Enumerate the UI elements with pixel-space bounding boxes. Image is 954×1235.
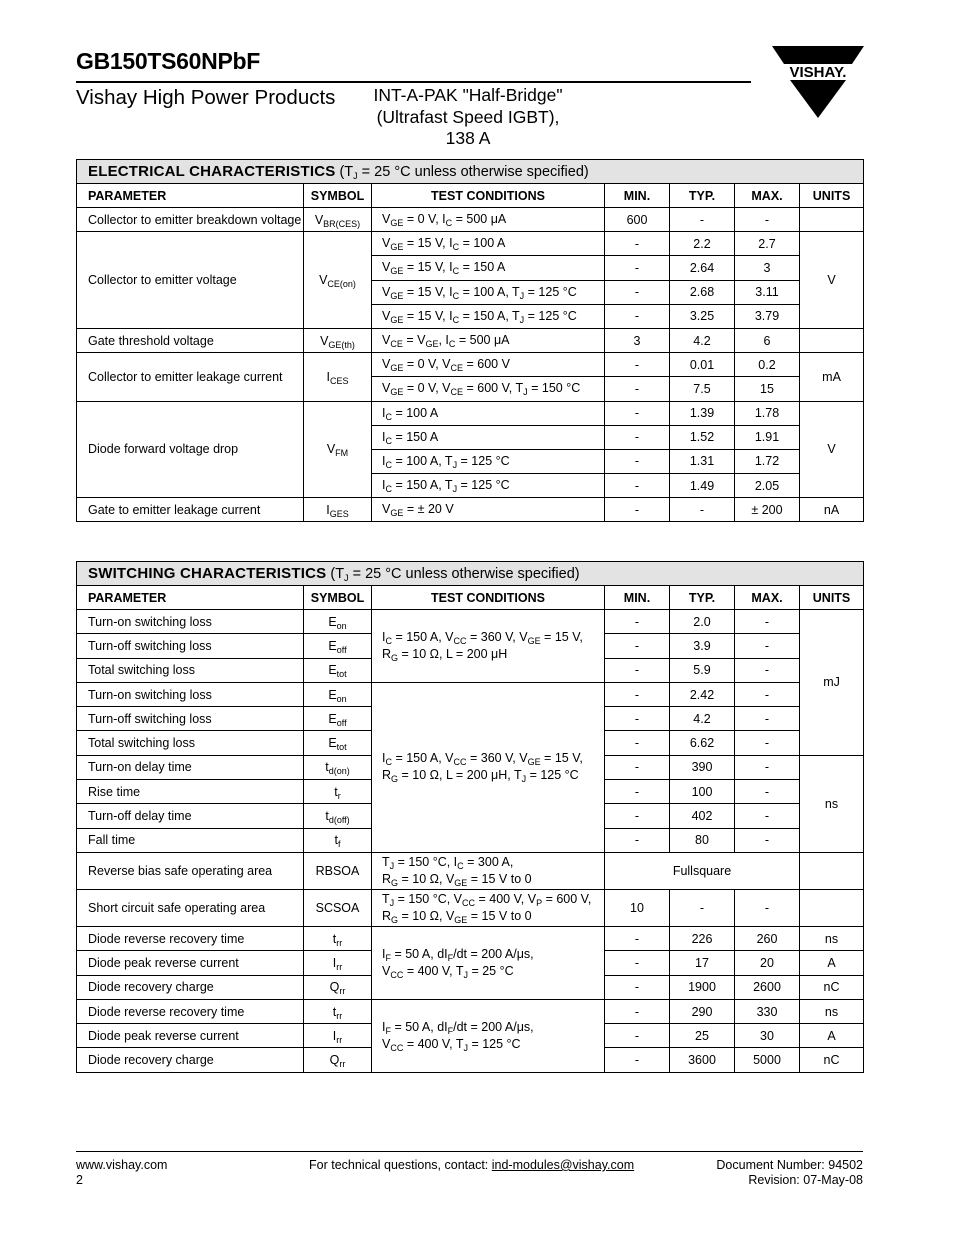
min-cell: -	[605, 926, 670, 950]
min-cell: -	[605, 401, 670, 425]
min-cell: -	[605, 975, 670, 999]
table-title-row	[77, 562, 864, 586]
table-row	[77, 682, 864, 706]
symbol-text: V	[314, 212, 324, 227]
column-header-parameter: PARAMETER	[77, 184, 304, 208]
symbol-subscript: off	[336, 644, 347, 655]
symbol-cell	[304, 353, 372, 401]
symbol-text: SCSOA	[315, 900, 360, 915]
symbol-text: t	[325, 809, 329, 824]
title-condition-close: = 25 °C unless otherwise specified)	[348, 566, 580, 582]
symbol-cell	[304, 975, 372, 999]
table-title-condition	[326, 566, 579, 582]
min-cell: -	[605, 449, 670, 473]
max-cell: ± 200	[735, 498, 800, 522]
table-title-condition	[335, 164, 588, 180]
symbol-cell	[304, 926, 372, 950]
typ-cell: 100	[670, 780, 735, 804]
symbol-cell	[304, 951, 372, 975]
table-row	[77, 232, 864, 256]
units-cell: nC	[800, 975, 864, 999]
typ-cell: 2.68	[670, 280, 735, 304]
title-condition-open: (T	[339, 164, 354, 180]
min-cell: -	[605, 304, 670, 328]
symbol-text: E	[328, 638, 337, 653]
units-cell	[800, 889, 864, 926]
symbol-subscript: rr	[336, 1034, 343, 1045]
footer-rule	[76, 1151, 863, 1152]
parameter-cell: Diode recovery charge	[77, 1048, 304, 1072]
min-cell: 600	[605, 208, 670, 232]
symbol-text: I	[332, 955, 337, 970]
max-cell: -	[735, 780, 800, 804]
min-cell: -	[605, 474, 670, 498]
symbol-cell	[304, 780, 372, 804]
page-number: 2	[76, 1173, 83, 1187]
symbol-text: I	[332, 1028, 337, 1043]
typ-cell: 3.25	[670, 304, 735, 328]
max-cell: 5000	[735, 1048, 800, 1072]
typ-cell: 4.2	[670, 328, 735, 352]
units-cell: V	[800, 232, 864, 329]
units-cell: ns	[800, 755, 864, 852]
max-cell: 3	[735, 256, 800, 280]
parameter-cell: Diode reverse recovery time	[77, 999, 304, 1023]
table-title	[77, 160, 864, 184]
symbol-subscript: d(on)	[328, 766, 350, 777]
parameter-cell: Gate to emitter leakage current	[77, 498, 304, 522]
symbol-subscript: GES	[329, 508, 349, 519]
min-cell: -	[605, 353, 670, 377]
test-condition-cell: $V_{GE} = 15$ V, $I_C = 150$ A	[372, 256, 605, 280]
header-rule	[76, 81, 751, 83]
test-condition-cell: $I_C = 150$ A, $V_{CC} = 360$ V, $V_{GE} = 15$ V, $R_G = 10$ Ω, L = 200 μH, $T_J = 125$ °C	[372, 682, 605, 852]
units-cell: mA	[800, 353, 864, 401]
test-condition-cell: $I_C = 100$ A	[372, 401, 605, 425]
symbol-subscript: CES	[329, 375, 349, 386]
typ-cell: 1.39	[670, 401, 735, 425]
brand-line: Vishay High Power Products	[76, 86, 336, 109]
test-condition-cell: $V_{GE} = 0$ V, $I_C = 500$ μA	[372, 208, 605, 232]
symbol-cell	[304, 610, 372, 634]
typ-cell: 1.31	[670, 449, 735, 473]
parameter-cell: Gate threshold voltage	[77, 328, 304, 352]
table-title-row	[77, 160, 864, 184]
max-cell: -	[735, 889, 800, 926]
test-condition-cell: $I_C = 150$ A, $V_{CC} = 360$ V, $V_{GE} = 15$ V, $R_G = 10$ Ω, L = 200 μH	[372, 610, 605, 683]
min-cell: -	[605, 256, 670, 280]
table-row	[77, 999, 864, 1023]
part-number: GB150TS60NPbF	[76, 48, 260, 74]
symbol-cell	[304, 1024, 372, 1048]
website-link[interactable]: www.vishay.com	[76, 1158, 168, 1172]
table-row	[77, 889, 864, 926]
symbol-text: E	[328, 614, 337, 629]
parameter-cell: Diode peak reverse current	[77, 951, 304, 975]
table-title	[77, 562, 864, 586]
typ-cell: 2.0	[670, 610, 735, 634]
symbol-subscript: FM	[335, 448, 349, 459]
typ-cell: 2.42	[670, 682, 735, 706]
symbol-text: Q	[329, 980, 340, 995]
description-line: INT-A-PAK "Half-Bridge"	[373, 85, 563, 105]
min-cell: -	[605, 658, 670, 682]
description-line: (Ultrafast Speed IGBT),	[376, 106, 560, 127]
parameter-cell: Diode reverse recovery time	[77, 926, 304, 950]
parameter-cell: Diode peak reverse current	[77, 1024, 304, 1048]
max-cell: 1.72	[735, 449, 800, 473]
symbol-cell	[304, 852, 372, 889]
min-cell: -	[605, 280, 670, 304]
min-cell: -	[605, 999, 670, 1023]
product-description	[368, 85, 568, 150]
symbol-text: E	[328, 663, 337, 678]
column-header-units: UNITS	[800, 586, 864, 610]
parameter-cell: Fall time	[77, 828, 304, 852]
title-condition-open: (T	[330, 566, 345, 582]
typ-cell: 5.9	[670, 658, 735, 682]
test-condition-cell: $V_{GE} = 15$ V, $I_C = 100$ A, $T_J = 125$ °C	[372, 280, 605, 304]
units-cell	[800, 852, 864, 889]
typ-cell: 402	[670, 804, 735, 828]
max-cell: -	[735, 755, 800, 779]
test-condition-cell: $I_C = 150$ A, $T_J = 125$ °C	[372, 474, 605, 498]
electrical-characteristics-table	[76, 159, 864, 522]
title-condition-close: = 25 °C unless otherwise specified)	[357, 164, 589, 180]
symbol-subscript: f	[337, 839, 341, 850]
parameter-cell: Turn-off switching loss	[77, 707, 304, 731]
symbol-cell	[304, 232, 372, 329]
min-cell: -	[605, 1048, 670, 1072]
table-row	[77, 926, 864, 950]
symbol-subscript: r	[337, 790, 341, 801]
title-condition-sub: J	[353, 171, 358, 181]
footer-left	[76, 1158, 167, 1188]
symbol-cell	[304, 208, 372, 232]
max-cell: -	[735, 828, 800, 852]
typ-cell: 1.49	[670, 474, 735, 498]
symbol-subscript: on	[336, 620, 347, 631]
min-cell: -	[605, 951, 670, 975]
max-cell: 30	[735, 1024, 800, 1048]
column-header-test-conditions: TEST CONDITIONS	[372, 184, 605, 208]
min-cell: -	[605, 707, 670, 731]
parameter-cell: Collector to emitter breakdown voltage	[77, 208, 304, 232]
units-cell: A	[800, 1024, 864, 1048]
parameter-cell: Short circuit safe operating area	[77, 889, 304, 926]
column-header-symbol: SYMBOL	[304, 586, 372, 610]
symbol-text: I	[326, 502, 330, 517]
max-cell: -	[735, 658, 800, 682]
typ-cell: 17	[670, 951, 735, 975]
contact-email-link[interactable]: ind-modules@vishay.com	[491, 1158, 635, 1172]
symbol-text: V	[326, 442, 336, 457]
symbol-cell	[304, 889, 372, 926]
symbol-cell	[304, 755, 372, 779]
table-row	[77, 498, 864, 522]
parameter-cell: Rise time	[77, 780, 304, 804]
symbol-subscript: off	[336, 717, 347, 728]
contact-prefix: For technical questions, contact:	[309, 1158, 492, 1172]
max-cell: 2.7	[735, 232, 800, 256]
typ-cell: 290	[670, 999, 735, 1023]
test-condition-cell: $V_{GE} = 0$ V, $V_{CE} = 600$ V, $T_J = 150$ °C	[372, 377, 605, 401]
fullsquare-cell: Fullsquare	[605, 852, 800, 889]
min-cell: -	[605, 1024, 670, 1048]
column-header-typ: TYP.	[670, 586, 735, 610]
symbol-cell	[304, 328, 372, 352]
parameter-cell: Turn-on switching loss	[77, 682, 304, 706]
test-condition-cell: $V_{GE} = 0$ V, $V_{CE} = 600$ V	[372, 353, 605, 377]
test-condition-cell: $V_{GE} = 15$ V, $I_C = 100$ A	[372, 232, 605, 256]
min-cell: -	[605, 682, 670, 706]
test-condition-cell: $T_J = 150$ °C, $V_{CC} = 400$ V, $V_P = 600$ V, $R_G = 10$ Ω, $V_{GE} = 15$ V to 0	[372, 889, 605, 926]
test-condition-cell: $V_{CE} = V_{GE}$, $I_C = 500$ μA	[372, 328, 605, 352]
min-cell: -	[605, 755, 670, 779]
max-cell: 0.2	[735, 353, 800, 377]
parameter-cell: Diode recovery charge	[77, 975, 304, 999]
symbol-text: E	[328, 711, 337, 726]
symbol-subscript: GE(th)	[328, 339, 355, 350]
symbol-cell	[304, 498, 372, 522]
max-cell: 1.78	[735, 401, 800, 425]
max-cell: -	[735, 682, 800, 706]
max-cell: -	[735, 610, 800, 634]
symbol-text: V	[320, 333, 329, 348]
typ-cell: 390	[670, 755, 735, 779]
typ-cell: 80	[670, 828, 735, 852]
symbol-subscript: CE(on)	[327, 279, 356, 290]
symbol-cell	[304, 999, 372, 1023]
table-title-bold: ELECTRICAL CHARACTERISTICS	[88, 163, 336, 180]
title-condition-sub: J	[344, 573, 349, 583]
table-row	[77, 852, 864, 889]
max-cell: 260	[735, 926, 800, 950]
min-cell: -	[605, 634, 670, 658]
column-header-max: MAX.	[735, 184, 800, 208]
max-cell: 20	[735, 951, 800, 975]
units-cell	[800, 328, 864, 352]
symbol-subscript: rr	[336, 1010, 343, 1021]
parameter-cell: Total switching loss	[77, 658, 304, 682]
typ-cell: 3.9	[670, 634, 735, 658]
table-row	[77, 353, 864, 377]
max-cell: 330	[735, 999, 800, 1023]
units-cell: nC	[800, 1048, 864, 1072]
typ-cell: 7.5	[670, 377, 735, 401]
units-cell: ns	[800, 926, 864, 950]
typ-cell: 25	[670, 1024, 735, 1048]
symbol-text: RBSOA	[315, 863, 360, 878]
parameter-cell: Turn-off switching loss	[77, 634, 304, 658]
max-cell: -	[735, 634, 800, 658]
max-cell: -	[735, 804, 800, 828]
min-cell: -	[605, 731, 670, 755]
units-cell: A	[800, 951, 864, 975]
parameter-cell: Total switching loss	[77, 731, 304, 755]
units-cell: mJ	[800, 610, 864, 756]
table-title-bold: SWITCHING CHARACTERISTICS	[88, 565, 327, 582]
min-cell: -	[605, 498, 670, 522]
typ-cell: 2.64	[670, 256, 735, 280]
max-cell: -	[735, 208, 800, 232]
table-row	[77, 208, 864, 232]
typ-cell: 0.01	[670, 353, 735, 377]
min-cell: -	[605, 232, 670, 256]
min-cell: -	[605, 377, 670, 401]
max-cell: 6	[735, 328, 800, 352]
symbol-subscript: rr	[339, 1059, 346, 1070]
typ-cell: 2.2	[670, 232, 735, 256]
max-cell: 15	[735, 377, 800, 401]
symbol-cell	[304, 658, 372, 682]
symbol-cell	[304, 401, 372, 498]
symbol-text: V	[319, 273, 328, 288]
test-condition-cell: $I_F = 50$ A, $dI_F/dt = 200$ A/μs, $V_{CC} = 400$ V, $T_J = 125$ °C	[372, 999, 605, 1072]
table-row	[77, 401, 864, 425]
max-cell: 2.05	[735, 474, 800, 498]
symbol-cell	[304, 804, 372, 828]
symbol-subscript: rr	[336, 937, 343, 948]
min-cell: -	[605, 804, 670, 828]
min-cell: -	[605, 610, 670, 634]
symbol-subscript: tot	[336, 742, 347, 753]
test-condition-cell: $V_{GE}$ = ± 20 V	[372, 498, 605, 522]
symbol-cell	[304, 1048, 372, 1072]
typ-cell: 3600	[670, 1048, 735, 1072]
typ-cell: -	[670, 208, 735, 232]
footer-right	[716, 1158, 863, 1188]
typ-cell: 1.52	[670, 425, 735, 449]
parameter-cell: Diode forward voltage drop	[77, 401, 304, 498]
footer-contact	[309, 1158, 634, 1173]
max-cell: 1.91	[735, 425, 800, 449]
document-number: Document Number: 94502	[716, 1158, 863, 1172]
test-condition-cell: $I_C = 100$ A, $T_J = 125$ °C	[372, 449, 605, 473]
symbol-cell	[304, 682, 372, 706]
symbol-text: t	[325, 760, 329, 775]
symbol-subscript: d(off)	[328, 815, 350, 826]
symbol-subscript: rr	[336, 961, 343, 972]
symbol-text: I	[326, 369, 330, 384]
symbol-cell	[304, 731, 372, 755]
parameter-cell: Turn-on switching loss	[77, 610, 304, 634]
column-header-min: MIN.	[605, 586, 670, 610]
svg-text:VISHAY.: VISHAY.	[789, 64, 847, 81]
test-condition-cell: $I_F = 50$ A, $dI_F/dt = 200$ A/μs, $V_{CC} = 400$ V, $T_J = 25$ °C	[372, 926, 605, 999]
symbol-text: t	[332, 931, 337, 946]
max-cell: 3.11	[735, 280, 800, 304]
symbol-subscript: BR(CES)	[323, 218, 361, 229]
column-header-test-conditions: TEST CONDITIONS	[372, 586, 605, 610]
symbol-subscript: tot	[336, 669, 347, 680]
symbol-subscript: rr	[339, 986, 346, 997]
symbol-text: E	[328, 736, 337, 751]
max-cell: 2600	[735, 975, 800, 999]
column-header-units: UNITS	[800, 184, 864, 208]
symbol-subscript: on	[336, 693, 347, 704]
column-header-row	[77, 184, 864, 208]
units-cell: ns	[800, 999, 864, 1023]
max-cell: -	[735, 731, 800, 755]
units-cell	[800, 208, 864, 232]
column-header-parameter: PARAMETER	[77, 586, 304, 610]
symbol-cell	[304, 707, 372, 731]
parameter-cell: Collector to emitter voltage	[77, 232, 304, 329]
typ-cell: 1900	[670, 975, 735, 999]
min-cell: 3	[605, 328, 670, 352]
revision: Revision: 07-May-08	[748, 1173, 863, 1187]
vishay-logo	[770, 44, 866, 120]
units-cell: nA	[800, 498, 864, 522]
table-row	[77, 328, 864, 352]
typ-cell: -	[670, 889, 735, 926]
description-line: 138 A	[445, 128, 491, 148]
column-header-typ: TYP.	[670, 184, 735, 208]
symbol-text: t	[332, 1004, 337, 1019]
column-header-symbol: SYMBOL	[304, 184, 372, 208]
typ-cell: 226	[670, 926, 735, 950]
symbol-cell	[304, 634, 372, 658]
switching-characteristics-table	[76, 561, 864, 1073]
column-header-min: MIN.	[605, 184, 670, 208]
symbol-text: t	[334, 833, 338, 848]
max-cell: 3.79	[735, 304, 800, 328]
parameter-cell: Collector to emitter leakage current	[77, 353, 304, 401]
min-cell: -	[605, 425, 670, 449]
typ-cell: -	[670, 498, 735, 522]
symbol-text: t	[334, 784, 338, 799]
symbol-text: E	[328, 687, 337, 702]
symbol-text: Q	[329, 1053, 340, 1068]
parameter-cell: Reverse bias safe operating area	[77, 852, 304, 889]
typ-cell: 6.62	[670, 731, 735, 755]
units-cell: V	[800, 401, 864, 498]
min-cell: -	[605, 828, 670, 852]
min-cell: -	[605, 780, 670, 804]
test-condition-cell: $I_C = 150$ A	[372, 425, 605, 449]
column-header-row	[77, 586, 864, 610]
table-row	[77, 610, 864, 634]
typ-cell: 4.2	[670, 707, 735, 731]
parameter-cell: Turn-off delay time	[77, 804, 304, 828]
symbol-cell	[304, 828, 372, 852]
test-condition-cell: $V_{GE} = 15$ V, $I_C = 150$ A, $T_J = 125$ °C	[372, 304, 605, 328]
test-condition-cell: $T_J = 150$ °C, $I_C = 300$ A, $R_G = 10$ Ω, $V_{GE} = 15$ V to 0	[372, 852, 605, 889]
column-header-max: MAX.	[735, 586, 800, 610]
min-cell: 10	[605, 889, 670, 926]
parameter-cell: Turn-on delay time	[77, 755, 304, 779]
max-cell: -	[735, 707, 800, 731]
